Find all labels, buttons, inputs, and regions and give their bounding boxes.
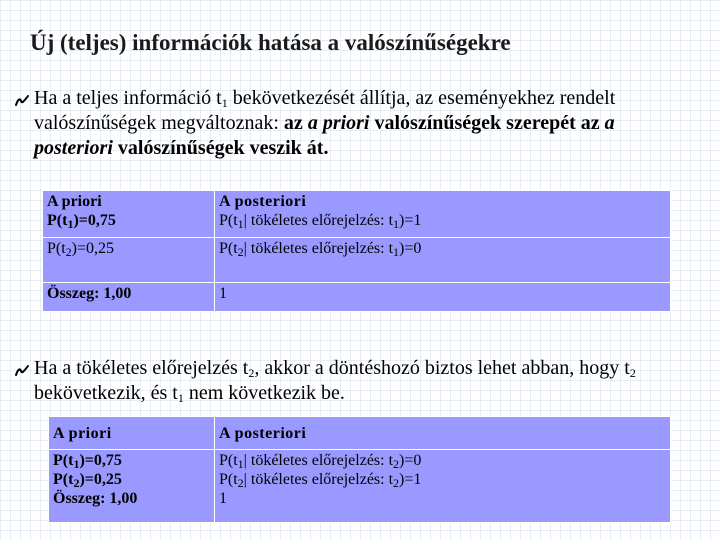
table-cell: A priori $P(t_1)=0,75$ [43, 191, 215, 238]
pen-bullet-icon [14, 362, 30, 378]
table-header-cell: A priori [49, 417, 215, 450]
table-row [49, 450, 671, 523]
probability-table-2 [48, 416, 671, 523]
slide-title: Új (teljes) információk hatása a valószínűségekre [30, 30, 511, 55]
table-row [43, 191, 671, 238]
bullet-item-2 [14, 356, 694, 406]
table-cell: $P(t_1)=0,75$ $P(t_2)=0,25$ Összeg: 1,00 [49, 450, 215, 523]
probability-table-1 [42, 190, 671, 312]
emphasis-text: az a priori valószínűségek szerepét az a posteriori valószínűségek veszik át. [34, 112, 615, 159]
pen-bullet-icon [14, 92, 30, 108]
bullet-item-1 [14, 86, 694, 161]
table-header-row [49, 417, 671, 450]
bullet-text-2: Ha a tökéletes előrejelzés $t_2$, akkor a döntéshozó biztos lehet abban, hogy $t_2$ bekövetkezik, és $t_1$ nem következik be. [34, 357, 636, 405]
table-header-cell: A posteriori [215, 417, 671, 450]
table-cell: Összeg: 1,00 [43, 283, 215, 312]
table-row [43, 283, 671, 312]
table-cell: $P(t_2|$ tökéletes előrejelzés: $t_1)=0$ [215, 238, 671, 283]
table-row [43, 238, 671, 283]
table-cell: $P(t_2)=0,25$ [43, 238, 215, 283]
table-cell: $P(t_1|$ tökéletes előrejelzés: $t_2)=0$ $P(t_2|$ tökéletes előrejelzés: $t_2)=1$ 1 [215, 450, 671, 523]
table-cell: 1 [215, 283, 671, 312]
bullet-text-1: Ha a teljes információ $t_1$ bekövetkezését állítja, az eseményekhez rendelt valószínűségek megváltoznak: az a priori valószínűségek szerepét az a posteriori valószínűségek veszik át. [34, 87, 616, 159]
table-cell: A posteriori $P(t_1|$ tökéletes előrejelzés: $t_1)=1$ [215, 191, 671, 238]
